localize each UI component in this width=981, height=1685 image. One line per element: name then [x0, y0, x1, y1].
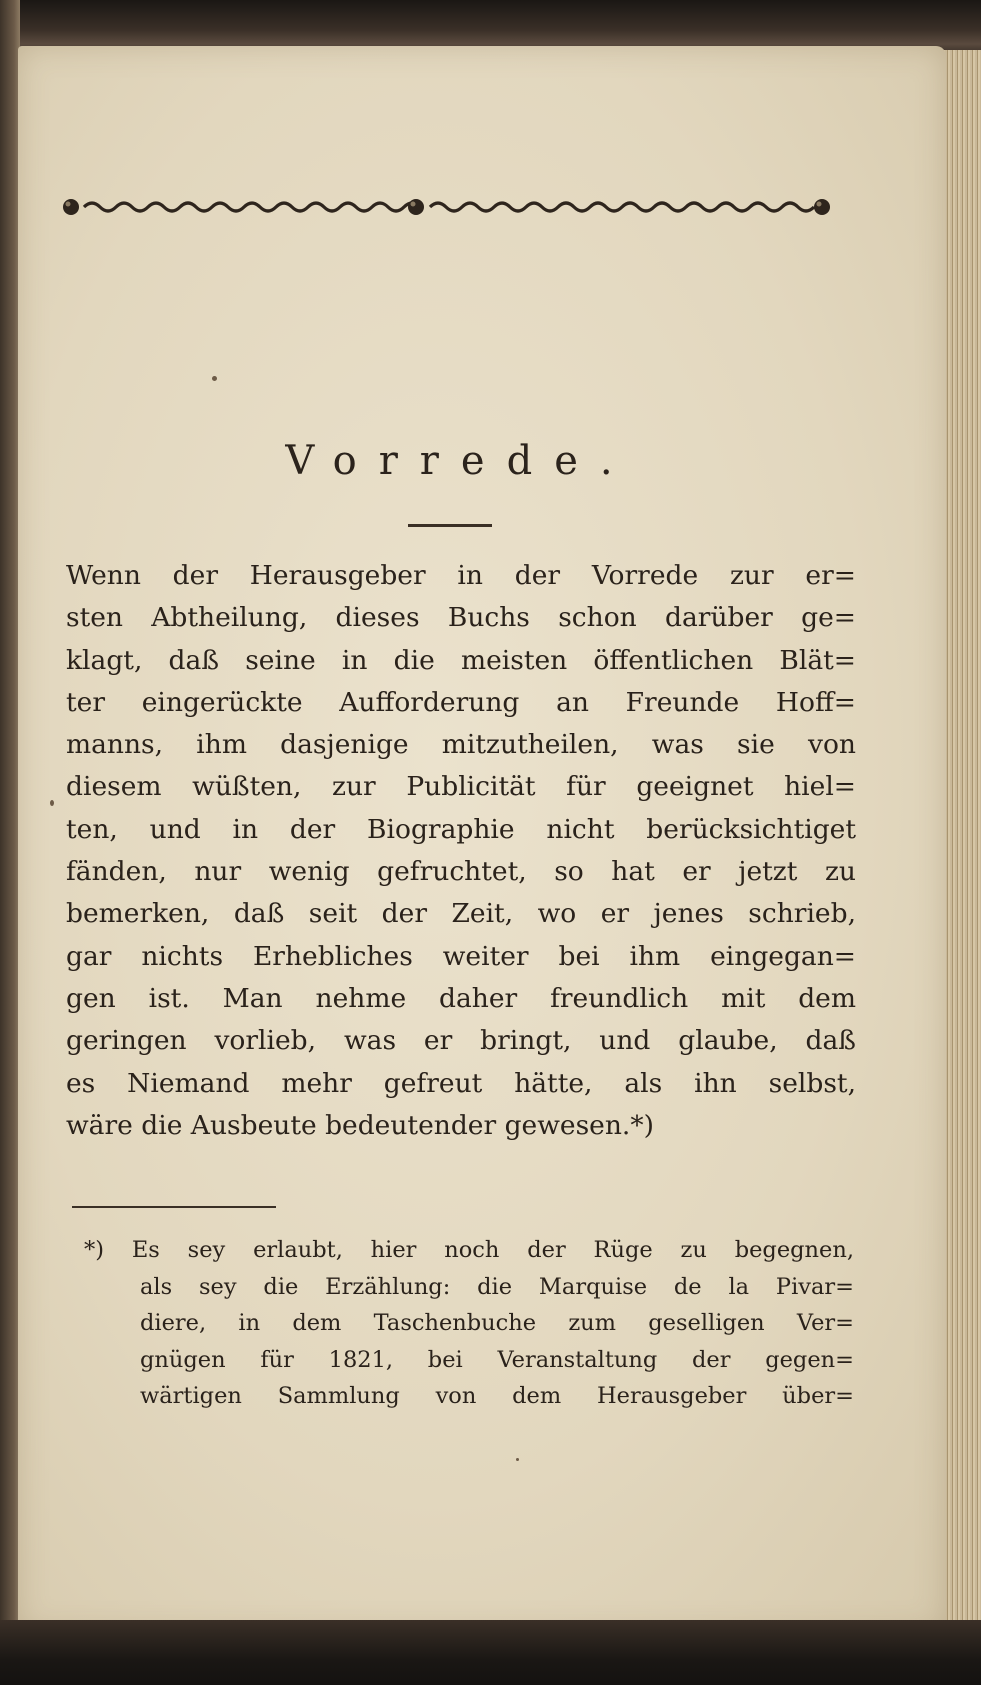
body-line: ten, und in der Biographie nicht berücksichtiget: [66, 813, 856, 845]
preface-body: [66, 555, 856, 1147]
body-line: klagt, daß seine in die meisten öffentlichen Blät=: [66, 644, 856, 676]
paper-speck: [516, 1458, 519, 1461]
body-line: wäre die Ausbeute bedeutender gewesen.*): [66, 1109, 654, 1141]
body-line: sten Abtheilung, dieses Buchs schon darüber ge=: [66, 602, 856, 634]
body-line: bemerken, daß seit der Zeit, wo er jenes schrieb,: [66, 898, 856, 930]
body-line: fänden, nur wenig gefruchtet, so hat er jetzt zu: [66, 856, 856, 888]
body-line: manns, ihm dasjenige mitzutheilen, was sie von: [66, 729, 856, 761]
page-stack-edges: [940, 50, 981, 1630]
body-line: Wenn der Herausgeber in der Vorrede zur er=: [66, 560, 856, 591]
footnote-divider: [72, 1206, 276, 1208]
footnote-line: diere, in dem Taschenbuche zum geselligen Ver=: [140, 1310, 854, 1336]
body-line: diesem wüßten, zur Publicität für geeignet hiel=: [66, 771, 856, 803]
book-spine-edge: [0, 0, 20, 1685]
page-heading: Vorrede.: [285, 438, 635, 484]
body-line: es Niemand mehr gefreut hätte, als ihn selbst,: [66, 1067, 856, 1099]
footnote-line: *) Es sey erlaubt, hier noch der Rüge zu begegnen,: [84, 1237, 854, 1263]
paper-speck: [212, 376, 217, 381]
footnote-line: wärtigen Sammlung von dem Herausgeber über=: [140, 1383, 854, 1409]
body-line: gar nichts Erhebliches weiter bei ihm eingegan=: [66, 940, 856, 972]
body-line: gen ist. Man nehme daher freundlich mit dem: [66, 982, 856, 1014]
vine-ornament-icon: [62, 190, 832, 224]
body-line: geringen vorlieb, was er bringt, und glaube, daß: [66, 1025, 856, 1057]
footnote-line: gnügen für 1821, bei Veranstaltung der gegen=: [140, 1346, 854, 1373]
body-line: ter eingerückte Aufforderung an Freunde Hoff=: [66, 686, 856, 718]
heading-divider: [408, 524, 492, 527]
footnote: [84, 1232, 854, 1415]
paper-speck: [50, 800, 54, 806]
book-cover-bottom-edge: [0, 1620, 981, 1685]
footnote-line: als sey die Erzählung: die Marquise de la Pivar=: [140, 1273, 854, 1300]
